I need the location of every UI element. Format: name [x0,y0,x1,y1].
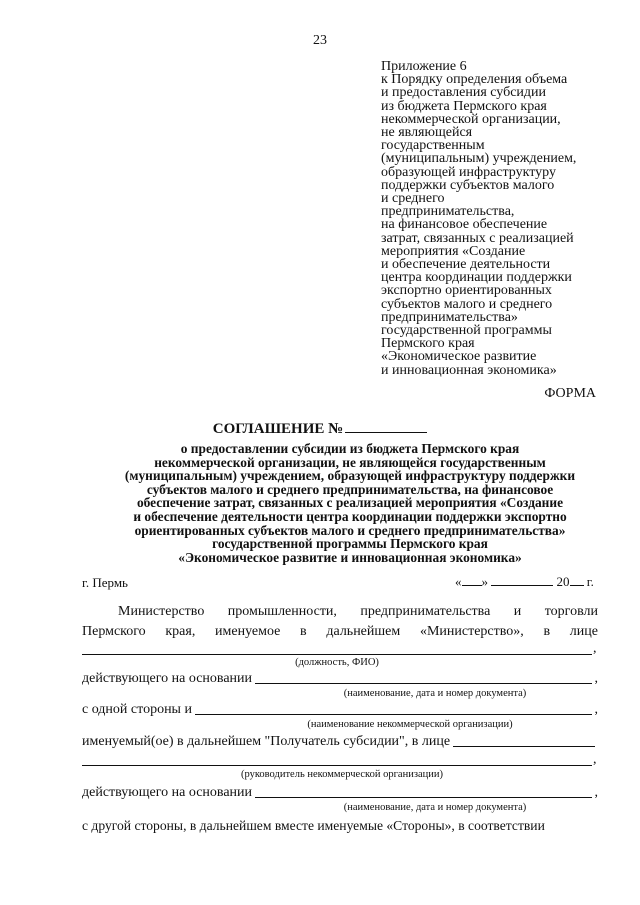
appendix-line: Пермского края [381,336,475,352]
date-line [455,574,594,590]
acting-basis-comma: , [594,671,598,686]
appendix-line: некоммерческой организации, [381,111,561,127]
subtitle-line: обеспечение затрат, связанных с реализацией мероприятия «Создание [136,495,564,511]
appendix-line: затрат, связанных с реализацией [381,230,574,246]
appendix-line: поддержки субъектов малого [381,177,555,193]
body-word: «Министерство», [419,624,524,639]
subtitle-line: «Экономическое развитие и инновационная экономика» [178,549,522,565]
body-word: Министерство [118,604,205,619]
organization-field [195,714,592,715]
subtitle-line: (муниципальным) учреждением, образующей инфраструктуру поддержки [124,468,576,484]
body-word: именуемое [215,624,281,639]
body-word: предпринимательства [360,604,491,619]
appendix-line: к Порядку определения объема [381,72,568,88]
recipient-row [82,734,598,750]
subtitle-line: о предоставлении субсидии из бюджета Пермского края [180,441,520,456]
acting-basis-field-2 [255,797,591,798]
body-word: торговли [544,604,598,619]
appendix-line: государственным [381,138,485,154]
agreement-title-text: СОГЛАШЕНИЕ № [212,421,344,437]
appendix-line: Приложение 6 [381,59,467,74]
date-year-suffix: г. [586,574,594,589]
subtitle-line: государственной программы Пермского края [212,536,488,552]
recipient-label: именуемый(ое) в дальнейшем "Получатель субсидии", в лице [82,734,451,749]
body-word: в [300,624,307,639]
appendix-line: на финансовое обеспечение [381,217,548,233]
appendix-line: и предоставления субсидии [381,85,547,101]
appendix-line: мероприятия «Создание [381,243,526,259]
caption-head: (руководитель некоммерческой организации) [240,769,443,780]
subtitle-line: субъектов малого и среднего предпринимательства, на финансовое [146,481,554,497]
body-word: края, [165,624,196,639]
acting-basis-label-2: действующего на основании [82,785,253,800]
date-quote-close: » [481,574,488,589]
appendix-line: «Экономическое развитие [381,349,537,365]
form-label: ФОРМА [544,386,596,401]
caption-org: (наименование некоммерческой организации) [307,719,513,730]
subtitle-line: и обеспечение деятельности центра координации поддержки экспортно [133,508,567,524]
body-word: промышленности, [227,604,337,619]
body-word: и [513,604,522,619]
one-side-row [82,702,598,718]
acting-basis-row-2 [82,785,598,801]
position-field-line [82,654,592,655]
position-comma: , [593,641,597,656]
appendix-line: субъектов малого и среднего [381,296,553,312]
body-word: лице [569,624,598,639]
acting-basis-comma-2: , [594,785,598,800]
body-word: в [543,624,551,639]
date-year-blank [570,574,584,586]
appendix-line: экспортно ориентированных [381,283,552,299]
last-line: с другой стороны, в дальнейшем вместе именуемые «Стороны», в соответствии [82,818,545,833]
appendix-block [381,60,626,377]
appendix-line: и среднего [381,191,445,207]
para1-line2 [82,624,598,640]
appendix-line: из бюджета Пермского края [381,98,547,114]
date-year-prefix: 20 [556,574,570,589]
agreement-title [0,420,640,438]
city: г. Пермь [82,575,128,590]
head-field-line [82,765,592,766]
page-number: 23 [313,33,327,48]
date-day-blank [462,574,482,586]
appendix-line: предпринимательства, [381,204,515,220]
recipient-head-field [453,746,595,747]
appendix-line: и инновационная экономика» [381,362,557,378]
appendix-line: и обеспечение деятельности [381,257,551,273]
body-word: дальнейшем [326,624,401,639]
acting-basis-field [255,683,591,684]
acting-basis-label: действующего на основании [82,671,253,686]
caption-document-2: (наименование, дата и номер документа) [343,802,527,813]
appendix-line: центра координации поддержки [381,270,572,286]
para1-line1 [118,604,598,620]
subtitle-line: ориентированных субъектов малого и среднего предпринимательства» [134,522,566,538]
date-month-blank [491,574,553,586]
body-word: Пермского [82,624,146,639]
head-comma: , [593,752,597,767]
agreement-number-blank [345,420,427,433]
one-side-comma: , [594,702,598,717]
appendix-line: предпринимательства» [381,309,518,325]
appendix-line: (муниципальным) учреждением, [381,151,577,167]
acting-basis-row [82,671,598,687]
date-quote-open: « [455,574,462,589]
subtitle-line: некоммерческой организации, не являющейся государственным [154,454,546,470]
appendix-line: государственной программы [381,323,552,339]
caption-position: (должность, ФИО) [295,657,379,668]
one-side-label: с одной стороны и [82,702,192,717]
caption-document: (наименование, дата и номер документа) [343,688,527,699]
agreement-subtitle [60,442,640,564]
appendix-line: не являющейся [381,125,473,141]
appendix-line: образующей инфраструктуру [381,164,556,180]
